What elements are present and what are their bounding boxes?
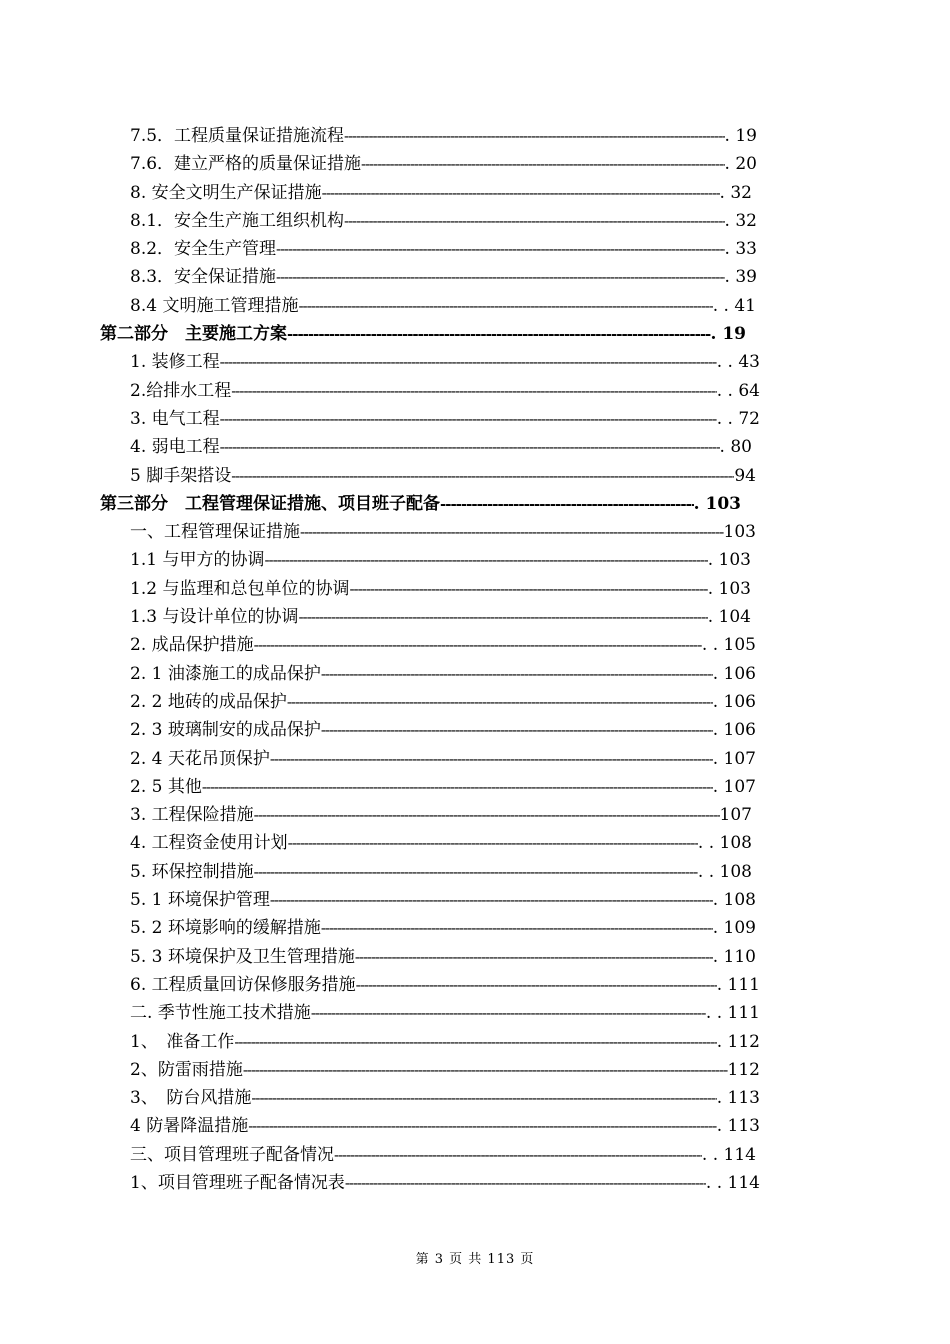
dot-leader <box>254 858 698 886</box>
dot-leader <box>287 320 711 348</box>
toc-entry-page-number: . 110 <box>712 946 756 967</box>
toc-entry[interactable] <box>100 943 770 971</box>
toc-entry-title: 5 脚手架搭设 <box>130 465 232 486</box>
toc-entry[interactable] <box>100 575 770 603</box>
toc-entry-page-number: . 39 <box>724 267 757 288</box>
dot-leader <box>321 914 713 942</box>
toc-entry[interactable] <box>100 1141 770 1169</box>
toc-entry-title: 2. 4 天花吊顶保护 <box>130 748 270 769</box>
dot-leader <box>248 1112 717 1140</box>
dot-leader <box>234 1028 716 1056</box>
toc-entry-page-number: . . 108 <box>697 861 752 882</box>
dot-leader <box>345 1169 706 1197</box>
dot-leader <box>344 207 725 235</box>
toc-entry-page-number: . 80 <box>719 437 752 458</box>
dot-leader <box>254 631 702 659</box>
toc-entry-page-number: . 113 <box>716 1116 760 1137</box>
toc-entry-title: 7.6．建立严格的质量保证措施 <box>130 154 362 175</box>
toc-entry-title: 7.5．工程质量保证措施流程 <box>130 126 345 146</box>
toc-entry[interactable] <box>100 801 770 829</box>
toc-entry-title: 2. 2 地砖的成品保护 <box>130 691 287 712</box>
dot-leader <box>311 999 706 1027</box>
toc-entry-title: 一、工程管理保证措施 <box>130 522 300 543</box>
toc-entry-page-number: 107 <box>719 805 752 826</box>
toc-entry[interactable] <box>100 292 770 320</box>
toc-entry-page-number: . 112 <box>716 1031 760 1052</box>
toc-entry[interactable] <box>100 235 770 263</box>
toc-entry[interactable] <box>100 914 770 942</box>
dot-leader <box>270 745 713 773</box>
toc-entry[interactable] <box>100 660 770 688</box>
toc-entry-page-number: 94 <box>734 465 756 486</box>
toc-entry-page-number: . . 43 <box>716 352 760 373</box>
toc-entry[interactable] <box>100 179 770 207</box>
toc-entry-page-number: . 107 <box>712 776 756 797</box>
dot-leader <box>276 263 725 291</box>
toc-entry-page-number: . . 72 <box>716 408 760 429</box>
toc-entry-title: 4. 工程资金使用计划 <box>130 833 288 854</box>
toc-entry[interactable] <box>100 631 770 659</box>
toc-entry-title: 8. 安全文明生产保证措施 <box>130 182 322 203</box>
toc-entry-title: 第二部分 主要施工方案 <box>100 324 287 345</box>
toc-entry-title: 2. 成品保护措施 <box>130 635 254 656</box>
dot-leader <box>356 971 717 999</box>
toc-entry-title: 1. 装修工程 <box>130 352 220 373</box>
toc-entry-page-number: . 20 <box>724 154 757 175</box>
toc-entry-page-number: . 103 <box>707 550 751 571</box>
toc-entry-page-number: . 19 <box>710 324 746 345</box>
toc-entry-page-number: . 109 <box>712 918 756 939</box>
dot-leader <box>270 886 713 914</box>
toc-entry-title: 8.4 文明施工管理措施 <box>130 295 299 316</box>
dot-leader <box>334 1141 702 1169</box>
toc-entry-title: 8.1．安全生产施工组织机构 <box>130 210 345 231</box>
dot-leader <box>264 546 707 574</box>
dot-leader <box>321 660 713 688</box>
toc-entry-page-number: . 103 <box>693 493 741 514</box>
toc-entry-title: 4 防暑降温措施 <box>130 1116 249 1137</box>
dot-leader <box>361 150 725 178</box>
toc-entry-title: 5. 2 环境影响的缓解措施 <box>130 918 321 939</box>
dot-leader <box>321 716 713 744</box>
toc-entry-page-number: . . 111 <box>705 1003 760 1024</box>
toc-entry-title: 5. 环保控制措施 <box>130 861 254 882</box>
toc-entry-page-number: . . 105 <box>701 635 756 656</box>
dot-leader <box>251 1084 716 1112</box>
toc-entry[interactable] <box>100 688 770 716</box>
toc-entry-title: 1.1 与甲方的协调 <box>130 550 265 571</box>
dot-leader <box>298 292 712 320</box>
toc-entry-title: 2. 5 其他 <box>130 776 202 797</box>
toc-entry-page-number: . 106 <box>712 720 756 741</box>
dot-leader <box>202 773 713 801</box>
toc-entry-title: 2. 1 油漆施工的成品保护 <box>130 663 321 684</box>
toc-entry-title: 4. 弱电工程 <box>130 437 220 458</box>
toc-entry-page-number: . 108 <box>712 890 756 911</box>
page-footer: 第 3 页 共 113 页 <box>415 1252 535 1267</box>
dot-leader <box>220 433 720 461</box>
toc-entry[interactable] <box>100 207 770 235</box>
toc-entry[interactable] <box>100 1028 770 1056</box>
toc-entry[interactable] <box>100 348 770 376</box>
toc-entry-page-number: . 106 <box>712 691 756 712</box>
toc-entry-title: 5. 3 环境保护及卫生管理措施 <box>130 946 355 967</box>
toc-entry-page-number: . 107 <box>712 748 756 769</box>
toc-entry-title: 三、项目管理班子配备情况 <box>130 1144 334 1165</box>
toc-entry[interactable] <box>100 886 770 914</box>
dot-leader <box>300 518 724 546</box>
toc-entry-title: 5. 1 环境保护管理 <box>130 890 270 911</box>
toc-entry-title: 二. 季节性施工技术措施 <box>130 1003 311 1024</box>
toc-entry-page-number: . 106 <box>712 663 756 684</box>
toc-entry[interactable] <box>100 971 770 999</box>
toc-entry-page-number: . 113 <box>716 1088 760 1109</box>
dot-leader <box>243 1056 728 1084</box>
dot-leader <box>220 348 717 376</box>
toc-entry[interactable] <box>100 433 770 461</box>
toc-part-heading[interactable] <box>100 490 770 518</box>
toc-entry[interactable] <box>100 1056 770 1084</box>
toc-entry-page-number: . 32 <box>719 182 752 203</box>
dot-leader <box>220 405 717 433</box>
dot-leader <box>440 490 694 518</box>
toc-entry[interactable] <box>100 745 770 773</box>
toc-entry-title: 6. 工程质量回访保修服务措施 <box>130 974 356 995</box>
toc-entry-page-number: . 32 <box>724 210 757 231</box>
toc-entry-page-number: . . 64 <box>716 380 760 401</box>
toc-entry-page-number: . 111 <box>716 974 760 995</box>
dot-leader <box>288 829 698 857</box>
toc-entry-page-number: . 103 <box>707 578 751 599</box>
toc-entry-page-number: . . 108 <box>697 833 752 854</box>
toc-entry[interactable] <box>100 462 770 490</box>
toc-entry-title: 2.给排水工程 <box>130 380 232 401</box>
dot-leader <box>344 122 725 150</box>
dot-leader <box>231 462 734 490</box>
toc-part-heading[interactable] <box>100 320 770 348</box>
dot-leader <box>254 801 720 829</box>
toc-entry-page-number: . . 114 <box>705 1172 760 1193</box>
toc-entry[interactable] <box>100 546 770 574</box>
toc-entry[interactable] <box>100 122 770 150</box>
toc-entry-title: 3、 防台风措施 <box>130 1088 252 1109</box>
toc-entry-page-number: . . 41 <box>712 295 756 316</box>
toc-entry-title: 8.3．安全保证措施 <box>130 267 277 288</box>
toc-entry[interactable] <box>100 1084 770 1112</box>
toc-entry-page-number: . 33 <box>724 239 757 260</box>
toc-entry-title: 1、项目管理班子配备情况表 <box>130 1172 345 1193</box>
toc-entry-page-number: 112 <box>727 1059 760 1080</box>
toc-entry[interactable] <box>100 518 770 546</box>
toc-entry[interactable] <box>100 377 770 405</box>
table-of-contents <box>100 122 770 1197</box>
toc-entry[interactable] <box>100 716 770 744</box>
toc-entry-page-number: . 19 <box>724 126 757 146</box>
toc-entry[interactable] <box>100 829 770 857</box>
toc-entry[interactable] <box>100 405 770 433</box>
toc-entry[interactable] <box>100 150 770 178</box>
toc-entry[interactable] <box>100 858 770 886</box>
toc-entry-title: 1.2 与监理和总包单位的协调 <box>130 578 350 599</box>
toc-entry-title: 8.2．安全生产管理 <box>130 239 277 260</box>
toc-entry-title: 2. 3 玻璃制安的成品保护 <box>130 720 321 741</box>
toc-entry[interactable] <box>100 1112 770 1140</box>
toc-entry-title: 3. 电气工程 <box>130 408 220 429</box>
toc-entry[interactable] <box>100 263 770 291</box>
dot-leader <box>231 377 717 405</box>
dot-leader <box>276 235 725 263</box>
toc-entry-title: 2、防雷雨措施 <box>130 1059 243 1080</box>
toc-entry-page-number: . . 114 <box>701 1144 756 1165</box>
toc-entry-title: 1、 准备工作 <box>130 1031 235 1052</box>
toc-entry-title: 1.3 与设计单位的协调 <box>130 607 299 628</box>
toc-entry-title: 第三部分 工程管理保证措施、项目班子配备 <box>100 493 440 514</box>
toc-entry-page-number: 103 <box>723 522 756 543</box>
toc-entry[interactable] <box>100 999 770 1027</box>
dot-leader <box>355 943 713 971</box>
dot-leader <box>298 603 707 631</box>
toc-entry-title: 3. 工程保险措施 <box>130 805 254 826</box>
toc-entry[interactable] <box>100 773 770 801</box>
toc-entry[interactable] <box>100 603 770 631</box>
toc-entry-page-number: . 104 <box>707 607 751 628</box>
dot-leader <box>322 179 720 207</box>
dot-leader <box>287 688 713 716</box>
dot-leader <box>349 575 707 603</box>
toc-entry[interactable] <box>100 1169 770 1197</box>
